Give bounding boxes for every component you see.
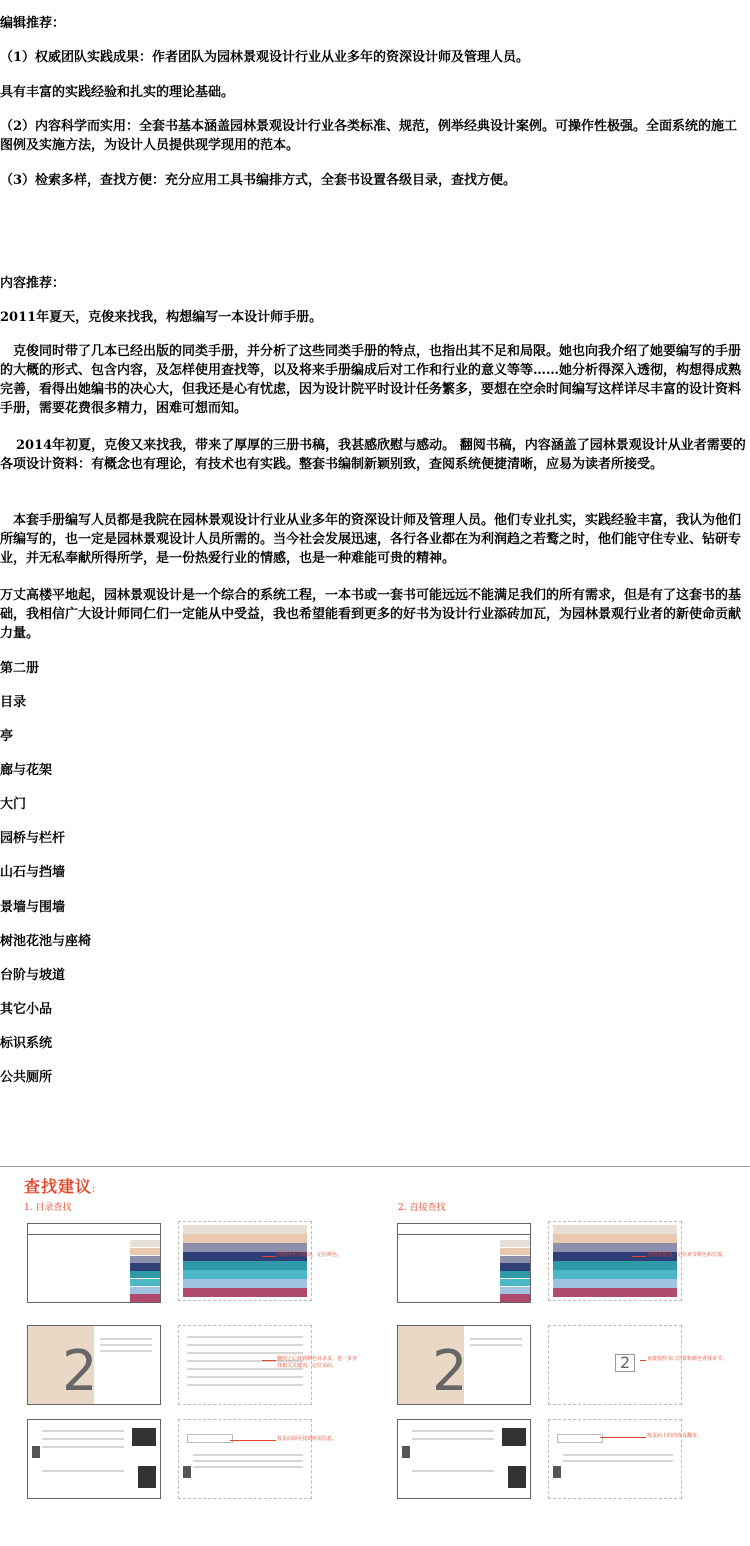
editor-paragraph-1: （1）权威团队实践成果：作者团队为园林景观设计行业从业多年的资深设计师及管理人员。 [0, 50, 530, 65]
toc-item: 景墙与围墙 [0, 900, 66, 915]
leader-line [640, 1360, 646, 1361]
colour-band [183, 1225, 307, 1234]
text-line [193, 1460, 303, 1462]
toc-item: 亭 [0, 729, 14, 744]
colour-tab [500, 1248, 530, 1255]
colour-tab [500, 1240, 530, 1247]
toc-item: 廊与花架 [0, 763, 53, 778]
toc-item: 园桥与栏杆 [0, 831, 66, 846]
page-label-box [557, 1434, 603, 1443]
content-paragraph-1: 2011年夏天，克俊来找我，构想编写一本设计师手册。 [0, 310, 323, 325]
colour-band [553, 1225, 677, 1234]
page-marker [32, 1446, 40, 1458]
colour-band [553, 1270, 677, 1279]
colour-band-stack [183, 1225, 307, 1297]
open-book-thumbnail [27, 1325, 161, 1405]
colour-band [183, 1288, 307, 1297]
text-line [193, 1466, 303, 1468]
colour-band [553, 1243, 677, 1252]
toc-item: 树池花池与座椅 [0, 934, 92, 949]
text-line [412, 1470, 494, 1472]
method-2-label: 2. 直接查找 [398, 1203, 446, 1213]
toc-volume: 第二册 [0, 661, 40, 676]
text-line [187, 1376, 303, 1378]
chapter-number-small: 2 [615, 1354, 635, 1372]
book-closed-thumbnail [27, 1223, 161, 1303]
colour-band [183, 1279, 307, 1288]
colour-tab [500, 1271, 530, 1278]
text-line [563, 1460, 673, 1462]
colour-tab-stack [130, 1240, 160, 1302]
toc-title: 目录 [0, 695, 27, 710]
toc-item: 其它小品 [0, 1002, 53, 1017]
content-paragraph-5: 万丈高楼平地起，园林景观设计是一个综合的系统工程，一本书或一套书可能远远不能满足我们的所有需求，但是有了这套书的基础，我相信广大设计师同仁们一定能从中受益，我也希望能看到更多的好书为设计行业添砖加瓦，为园林景观行业者的新使命贡献力量。 [0, 588, 742, 641]
guide-title [24, 1174, 96, 1197]
toc-item: 大门 [0, 797, 27, 812]
colour-band [183, 1261, 307, 1270]
method-1-label: 1. 目录查找 [24, 1203, 72, 1213]
editor-heading: 编辑推荐： [0, 16, 66, 31]
toc-item: 标识系统 [0, 1036, 53, 1051]
text-line [42, 1446, 124, 1448]
text-line [42, 1438, 124, 1440]
colour-band-stack [553, 1225, 677, 1297]
leader-line [632, 1256, 646, 1257]
toc-item: 山石与挡墙 [0, 865, 66, 880]
colour-tab [500, 1263, 530, 1270]
text-line [100, 1338, 152, 1340]
colour-tab [500, 1256, 530, 1263]
content-page-thumbnail [397, 1419, 531, 1499]
toc-item: 台阶与坡道 [0, 968, 66, 983]
page-marker [183, 1466, 191, 1478]
colour-tab [130, 1279, 160, 1286]
toc-item: 公共厕所 [0, 1070, 53, 1085]
colour-band [183, 1234, 307, 1243]
colour-tab [130, 1271, 160, 1278]
chapter-edge-thumbnail [548, 1325, 682, 1405]
editor-paragraph-2: 具有丰富的实践经验和扎实的理论基础。 [0, 85, 235, 100]
open-book-thumbnail [397, 1325, 531, 1405]
colour-tab [500, 1287, 530, 1294]
text-line [187, 1344, 303, 1346]
leader-line [230, 1440, 276, 1441]
book-edge-line [398, 1234, 530, 1235]
leader-line [262, 1256, 276, 1257]
colour-index-thumbnail [548, 1221, 682, 1301]
text-line [42, 1430, 124, 1432]
text-line [100, 1344, 152, 1346]
colour-tab [130, 1240, 160, 1247]
page-number-thumbnail [178, 1419, 312, 1499]
colour-tab [500, 1279, 530, 1286]
text-line [187, 1336, 303, 1338]
colour-tab [500, 1294, 530, 1301]
text-line [412, 1430, 494, 1432]
page-marker [402, 1446, 410, 1458]
page-number-thumbnail [548, 1419, 682, 1499]
colour-band [553, 1261, 677, 1270]
text-line [100, 1350, 152, 1352]
content-heading: 内容推荐： [0, 276, 66, 291]
content-paragraph-2: 克俊同时带了几本已经出版的同类手册，并分析了这些同类手册的特点，也指出其不足和局限。她也向我介绍了她要编写的手册的大概的形式、包含内容，及怎样使用查找等，以及将来手册编成后对工作和行业的意义等等……她分析得深入透彻，构想得成熟完善，看得出她编书的决心大，但我还是心有忧虑，因为设计院平时设计任务繁多，要想在空余时间编写这样详尽丰富的设计资料手册，需要花费很多精力，困难可想而知。 [0, 344, 742, 416]
leader-line [262, 1360, 276, 1361]
photo-block [138, 1466, 156, 1488]
photo-block [132, 1428, 156, 1446]
colour-band [183, 1243, 307, 1252]
leader-line [600, 1437, 646, 1438]
colour-index-thumbnail [178, 1221, 312, 1301]
photo-block [502, 1428, 526, 1446]
colour-band [553, 1279, 677, 1288]
photo-block [508, 1466, 526, 1488]
colour-tab [130, 1248, 160, 1255]
colour-band [183, 1270, 307, 1279]
guide-note: 按页码上的内容页翻查。 [647, 1433, 703, 1439]
chapter-number: 2 [432, 1339, 468, 1404]
content-page-thumbnail [27, 1419, 161, 1499]
colour-tab [130, 1287, 160, 1294]
colour-band [553, 1288, 677, 1297]
guide-title-colon: : [92, 1184, 97, 1195]
content-paragraph-3: 2014年初夏，克俊又来找我，带来了厚厚的三册书稿，我甚感欣慰与感动。 翻阅书稿，内容涵盖了园林景观设计从业者需要的各项设计资料：有概念也有理论，有技术也有实践。整套书编制新颖别致，查阅系统便捷清晰，应易为读者所接受。 [0, 438, 746, 472]
text-line [42, 1470, 124, 1472]
text-line [563, 1454, 673, 1456]
editor-paragraph-4: （3）检索多样，查找方便：充分应用工具书编排方式，全套书设置各级目录，查找方便。 [0, 173, 517, 188]
text-line [470, 1338, 522, 1340]
colour-tab [130, 1256, 160, 1263]
search-guide-figure [0, 1166, 750, 1546]
guide-title-text: 查找建议 [24, 1177, 93, 1196]
guide-note: 找到所需关键词，记住颜色。 [277, 1252, 343, 1258]
divider [0, 1166, 750, 1167]
guide-note: 直接按照书口位置和颜色查找章节。 [647, 1356, 728, 1362]
editor-paragraph-3: （2）内容科学而实用：全套书基本涵盖园林景观设计行业各类标准、规范，例举经典设计案例。可操作性极强。全面系统的施工图例及实施方法，为设计人员提供现学现用的范本。 [0, 119, 738, 153]
text-line [470, 1344, 522, 1346]
colour-tab-stack [500, 1240, 530, 1302]
book-closed-thumbnail [397, 1223, 531, 1303]
colour-tab [130, 1263, 160, 1270]
text-line [187, 1352, 303, 1354]
content-paragraph-4: 本套手册编写人员都是我院在园林景观设计行业从业多年的资深设计师及管理人员。他们专业扎实，实践经验丰富，我认为他们所编写的，也一定是园林景观设计人员所需的。当今社会发展迅速，各行各业都在为利润趋之若鹜之时，他们能守住专业、钻研专业，并无私奉献所得所学，是一份热爱行业的情感，也是一种难能可贵的精神。 [0, 513, 742, 566]
guide-note: 翻到之后找到颜色目录页，进一步查找相关关键词，记住页码。 [277, 1356, 358, 1369]
colour-band [553, 1234, 677, 1243]
text-line [187, 1384, 303, 1386]
colour-tab [130, 1294, 160, 1301]
chapter-number: 2 [62, 1339, 98, 1404]
page-marker [553, 1466, 561, 1478]
guide-note: 找到关键词，记住章节颜色和位置。 [647, 1252, 728, 1258]
book-edge-line [28, 1234, 160, 1235]
text-line [193, 1454, 303, 1456]
guide-note: 按页码即可找到所需信息。 [277, 1436, 338, 1442]
page-label-box [187, 1434, 233, 1443]
text-line [412, 1438, 494, 1440]
